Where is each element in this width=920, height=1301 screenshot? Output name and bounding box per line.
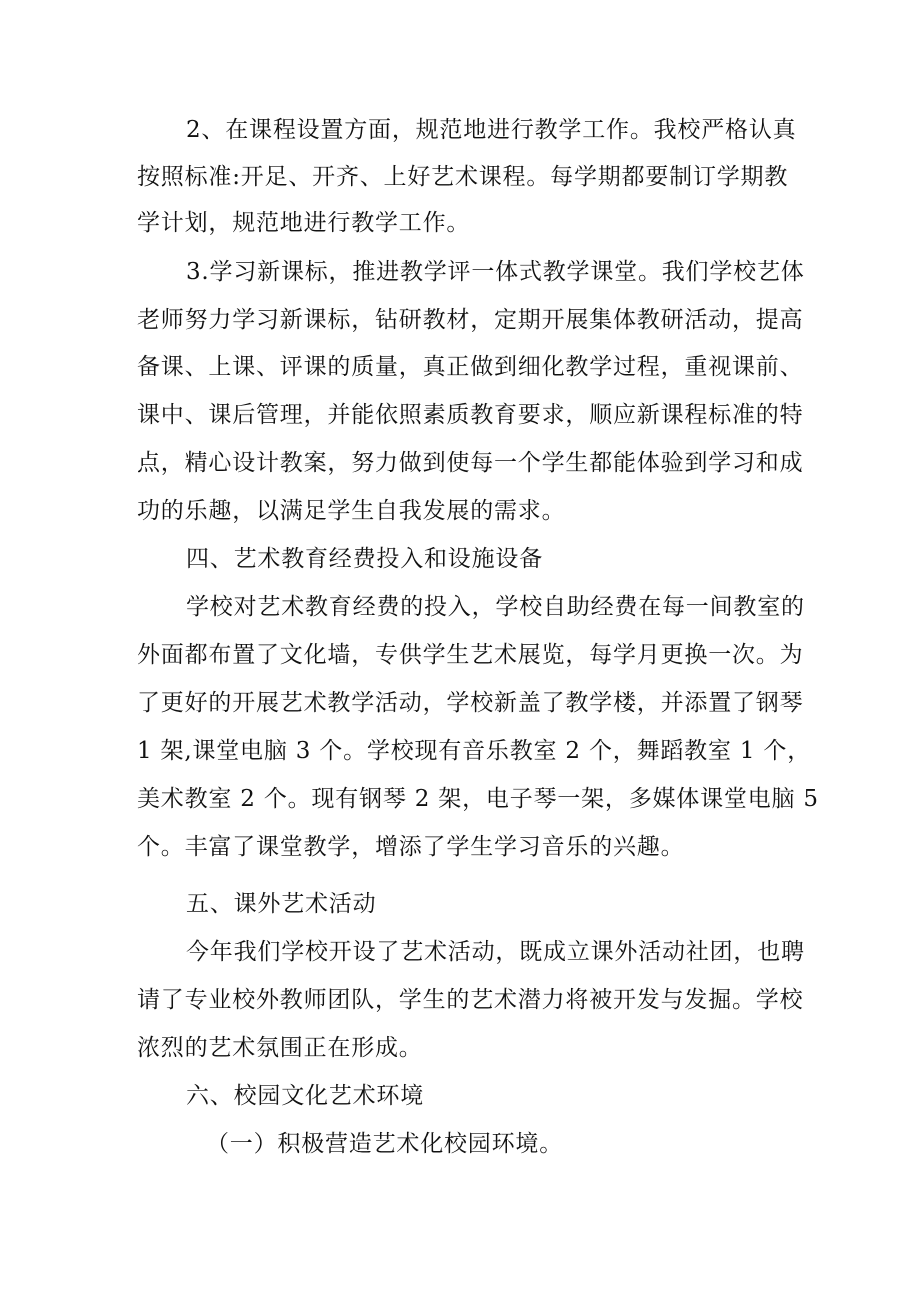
text-line: 点，精心设计教案，努力做到使每一个学生都能体验到学习和成 [137, 450, 804, 476]
text-line: 2、在课程设置方面，规范地进行教学工作。我校严格认真 [186, 117, 797, 143]
text-line: 请了专业校外教师团队，学生的艺术潜力将被开发与发掘。学校 [137, 987, 804, 1013]
text-line: 备课、上课、评课的质量，真正做到细化教学过程，重视课前、 [137, 354, 804, 380]
text-line: 老师努力学习新课标，钻研教材，定期开展集体教研活动，提高 [137, 307, 804, 333]
section-heading: 四、艺术教育经费投入和设施设备 [186, 546, 543, 572]
text-line: 学校对艺术教育经费的投入，学校自助经费在每一间教室的 [186, 594, 805, 620]
section-heading: 六、校园文化艺术环境 [186, 1083, 424, 1109]
text-line: 了更好的开展艺术教学活动，学校新盖了教学楼，并添置了钢琴 [137, 690, 804, 716]
section-heading: 五、课外艺术活动 [186, 891, 377, 917]
text-line: 3.学习新课标，推进教学评一体式教学课堂。我们学校艺体 [186, 259, 805, 285]
subsection-heading: （一）积极营造艺术化校园环境。 [206, 1131, 563, 1157]
text-line: 学计划，规范地进行教学工作。 [137, 210, 471, 236]
text-line: 功的乐趣，以满足学生自我发展的需求。 [137, 498, 566, 524]
text-line: 浓烈的艺术氛围正在形成。 [137, 1035, 423, 1061]
text-line: 1 架,课堂电脑 3 个。学校现有音乐教室 2 个，舞蹈教室 1 个， [137, 738, 812, 764]
text-line: 按照标准:开足、开齐、上好艺术课程。每学期都要制订学期教 [137, 164, 789, 190]
text-line: 外面都布置了文化墙，专供学生艺术展览，每学月更换一次。为 [137, 642, 804, 668]
text-line: 课中、课后管理，并能依照素质教育要求，顺应新课程标准的特 [137, 402, 804, 428]
text-line: 今年我们学校开设了艺术活动，既成立课外活动社团，也聘 [186, 939, 805, 965]
text-line: 美术教室 2 个。现有钢琴 2 架，电子琴一架，多媒体课堂电脑 5 [137, 786, 819, 812]
text-line: 个。丰富了课堂教学，增添了学生学习音乐的兴趣。 [137, 834, 685, 860]
